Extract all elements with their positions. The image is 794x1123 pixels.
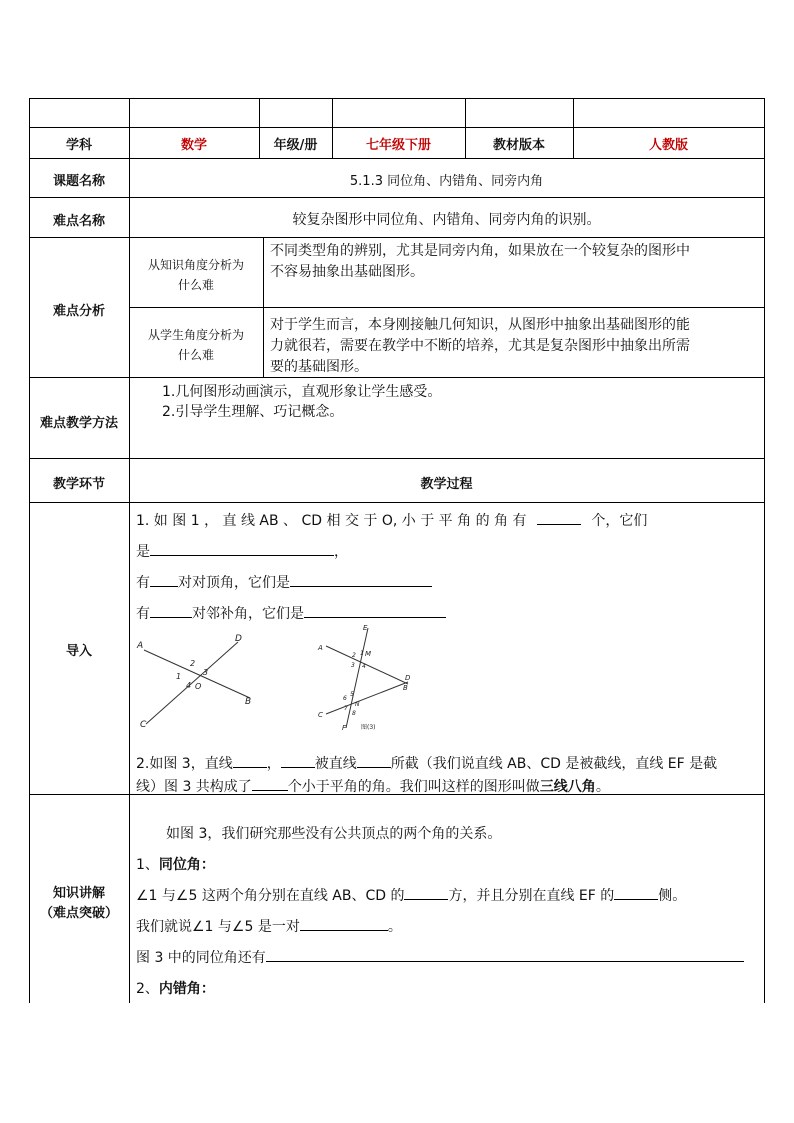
fig3-label: 5: [350, 691, 354, 698]
answer-blank[interactable]: [252, 776, 288, 791]
fig1-label: 4: [186, 681, 192, 690]
intro-question: 线）图 3 共构成了 个小于平角的角。我们叫这样的图形叫做三线八角。: [136, 776, 610, 796]
answer-blank[interactable]: [404, 885, 448, 900]
fig3-label: N: [355, 701, 360, 708]
fig3-label: 1: [360, 650, 364, 657]
knowledge-label: （难点突破）: [39, 906, 118, 921]
fig3-label: 6: [343, 695, 347, 702]
fig3-label: M: [365, 650, 372, 658]
answer-blank[interactable]: [233, 753, 267, 768]
method-line: 2.引导学生理解、巧记概念。: [162, 404, 344, 420]
row-divider: [129, 307, 765, 308]
student-angle-label: 什么难: [177, 348, 214, 362]
answer-blank[interactable]: [537, 510, 581, 525]
section-heading-corresponding: 1、同位角：: [136, 857, 215, 873]
fig3-label: 7: [344, 705, 348, 712]
analysis-label: 难点分析: [52, 304, 105, 319]
knowledge-angle-label: 从知识角度分析为: [147, 258, 244, 272]
fig3-label: C: [318, 711, 323, 719]
intro-question: 1. 如 图 1 ， 直 线 AB 、 CD 相 交 于 O, 小 于 平 角 的 角 有 个，它们: [136, 510, 647, 530]
method-line: 1.几何图形动画演示，直观形象让学生感受。: [162, 384, 442, 400]
fig3-label: F: [342, 724, 347, 732]
row-divider: [29, 458, 765, 459]
table-border-left: [29, 98, 30, 1003]
student-angle-label: 从学生角度分析为: [147, 328, 244, 342]
fig3-label: 3: [351, 662, 355, 669]
fig1-label: C: [140, 720, 147, 730]
fig3-label: A: [318, 644, 323, 652]
row-divider: [29, 502, 765, 503]
answer-blank[interactable]: [281, 753, 315, 768]
figure-3-three-lines: [312, 622, 422, 734]
answer-blank[interactable]: [150, 603, 192, 618]
col-divider: [263, 237, 264, 377]
edition-label: 教材版本: [492, 138, 545, 153]
row-divider: [29, 197, 765, 198]
knowledge-intro: 如图 3，我们研究那些没有公共顶点的两个角的关系。: [166, 826, 502, 842]
fig3-label: B: [403, 684, 408, 692]
difficulty-value: 较复杂图形中同位角、内错角、同旁内角的识别。: [292, 212, 601, 228]
section-heading-alternate: 2、内错角：: [136, 981, 215, 997]
intro-label: 导入: [65, 644, 92, 659]
table-border-right: [764, 98, 765, 1003]
fig3-label: E: [363, 624, 368, 632]
fig3-caption: 图(3): [361, 724, 376, 731]
fig1-label: A: [137, 641, 144, 651]
process-header: 教学过程: [420, 477, 473, 492]
col-divider: [129, 98, 130, 1003]
answer-blank[interactable]: [150, 541, 334, 556]
grade-value: 七年级下册: [365, 138, 431, 153]
fig3-label: 8: [352, 710, 356, 717]
table-border-top: [29, 98, 765, 99]
lesson-label: 课题名称: [52, 174, 105, 189]
knowledge-analysis-text: 不容易抽象出基础图形。: [270, 264, 424, 280]
intro-question: 有 对对顶角，它们是: [136, 572, 432, 592]
intro-question: 有 对邻补角，它们是: [136, 603, 446, 623]
fig1-label: 2: [190, 659, 196, 668]
knowledge-label: 知识讲解: [52, 886, 105, 901]
method-label: 难点教学方法: [39, 416, 118, 431]
answer-blank[interactable]: [266, 947, 744, 962]
knowledge-statement: 图 3 中的同位角还有: [136, 947, 744, 967]
knowledge-angle-label: 什么难: [177, 278, 214, 292]
student-analysis-text: 要的基础图形。: [270, 359, 368, 375]
subject-value: 数学: [180, 138, 207, 153]
fig1-label: 3: [203, 668, 209, 677]
intro-question: 是 ，: [136, 541, 348, 561]
fig1-label: O: [195, 682, 202, 691]
answer-blank[interactable]: [614, 885, 658, 900]
answer-blank[interactable]: [290, 572, 432, 587]
row-divider: [29, 127, 765, 128]
answer-blank[interactable]: [300, 916, 388, 931]
student-analysis-text: 力就很若，需要在教学中不断的培养，尤其是复杂图形中抽象出所需: [270, 338, 690, 354]
lesson-value: 5.1.3 同位角、内错角、同旁内角: [349, 174, 544, 189]
fig1-label: 1: [176, 672, 182, 681]
fig3-label: 2: [352, 652, 356, 659]
edition-value: 人教版: [648, 138, 688, 153]
knowledge-analysis-text: 不同类型角的辨别，尤其是同旁内角，如果放在一个较复杂的图形中: [270, 243, 690, 259]
difficulty-label: 难点名称: [52, 214, 105, 229]
fig3-label: 4: [362, 663, 366, 670]
stage-header: 教学环节: [52, 477, 105, 492]
grade-label: 年级/册: [273, 138, 318, 153]
fig3-label: D: [405, 674, 411, 682]
subject-label: 学科: [65, 138, 92, 153]
knowledge-statement: ∠1 与∠5 这两个角分别在直线 AB、CD 的 方，并且分别在直线 EF 的 侧。: [136, 885, 686, 905]
answer-blank[interactable]: [304, 603, 446, 618]
knowledge-statement: 我们就说∠1 与∠5 是一对 。: [136, 916, 402, 936]
row-divider: [29, 237, 765, 238]
row-divider: [29, 158, 765, 159]
fig1-label: D: [235, 634, 242, 644]
answer-blank[interactable]: [150, 572, 178, 587]
answer-blank[interactable]: [357, 753, 391, 768]
fig1-label: B: [245, 697, 252, 707]
student-analysis-text: 对于学生而言，本身刚接触几何知识，从图形中抽象出基础图形的能: [270, 317, 690, 333]
row-divider: [29, 377, 765, 378]
intro-question: 2.如图 3，直线 ， 被直线 所截（我们说直线 AB、CD 是被截线，直线 EF 是截: [136, 753, 717, 773]
figure-1-intersecting-lines: [134, 632, 264, 732]
